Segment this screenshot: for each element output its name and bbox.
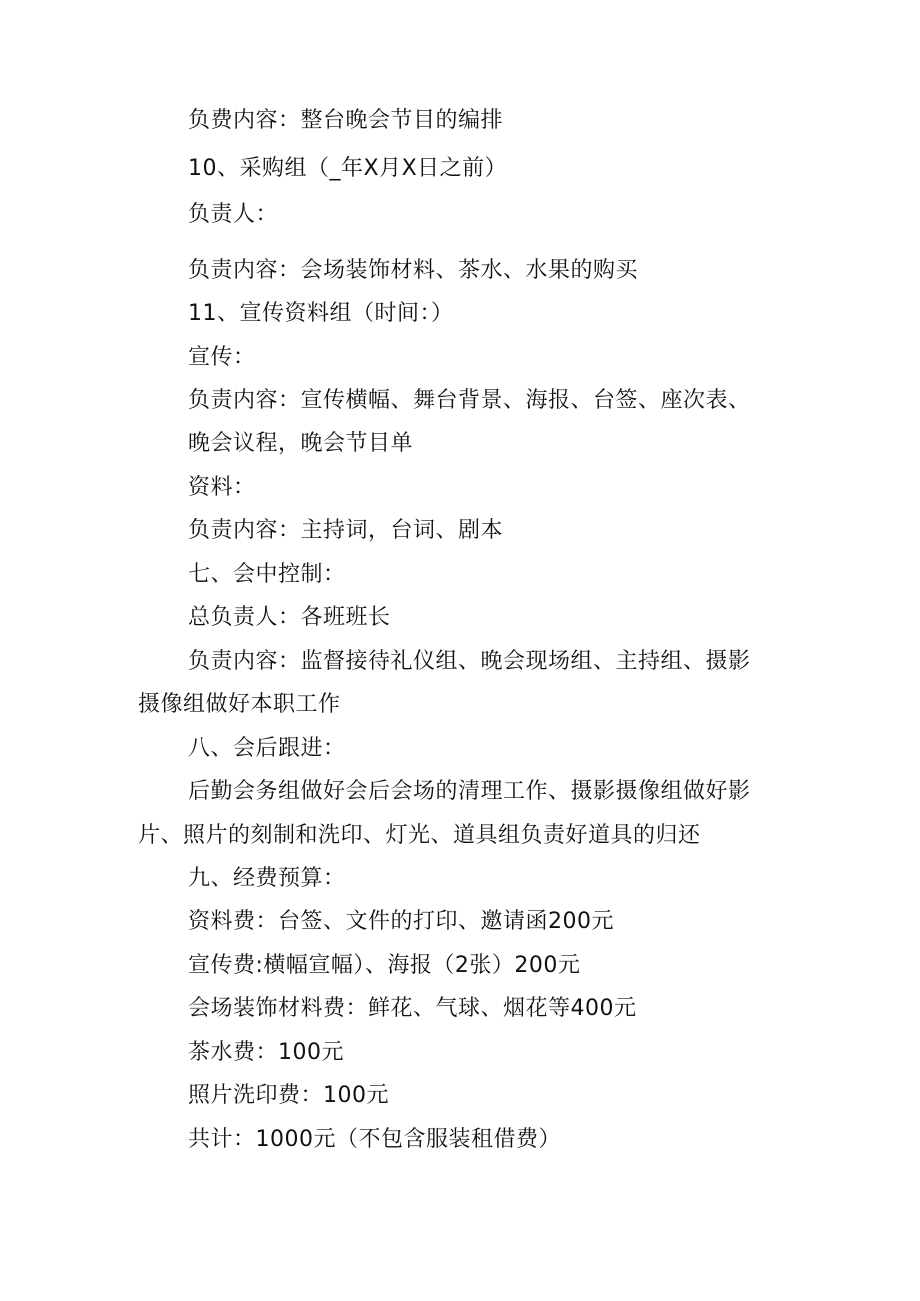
text-line: 负责人： (188, 202, 279, 227)
text-line: 会场装饰材料费：鲜花、气球、烟花等400元 (188, 996, 637, 1021)
text-line: 11、宣传资料组（时间：） (188, 301, 454, 326)
text-line: 总负责人：各班班长 (188, 605, 391, 630)
text-line: 九、经费预算： (188, 866, 346, 891)
text-line: 后勤会务组做好会后会场的清理工作、摄影摄像组做好影 (188, 779, 751, 804)
text-line: 宣传费:横幅宣幅）、海报（2张）200元 (188, 953, 581, 978)
text-line: 负责内容：监督接待礼仪组、晚会现场组、主持组、摄影 (188, 649, 751, 674)
text-line: 负责内容：主持词，台词、剧本 (188, 518, 504, 543)
text-line: 负责内容：宣传横幅、舞台背景、海报、台签、座次表、 (188, 388, 751, 413)
text-line: 八、会后跟进： (188, 736, 346, 761)
text-line: 晚会议程，晚会节目单 (188, 431, 414, 456)
text-line: 宣传： (188, 345, 256, 370)
text-line: 片、照片的刻制和洗印、灯光、道具组负责好道具的归还 (138, 823, 701, 848)
text-line: 共计：1000元（不包含服装租借费） (188, 1127, 561, 1152)
text-line: 10、采购组（_年X月X日之前） (188, 156, 508, 181)
text-line: 负费内容：整台晚会节目的编排 (188, 108, 504, 133)
text-line: 负责内容：会场装饰材料、茶水、水果的购买 (188, 258, 639, 283)
text-line: 茶水费：100元 (188, 1040, 344, 1065)
text-line: 资料费：台签、文件的打印、邀请函200元 (188, 909, 614, 934)
text-line: 摄像组做好本职工作 (138, 692, 341, 717)
text-line: 七、会中控制： (188, 562, 346, 587)
text-line: 照片洗印费：100元 (188, 1083, 389, 1108)
text-line: 资料： (188, 475, 256, 500)
